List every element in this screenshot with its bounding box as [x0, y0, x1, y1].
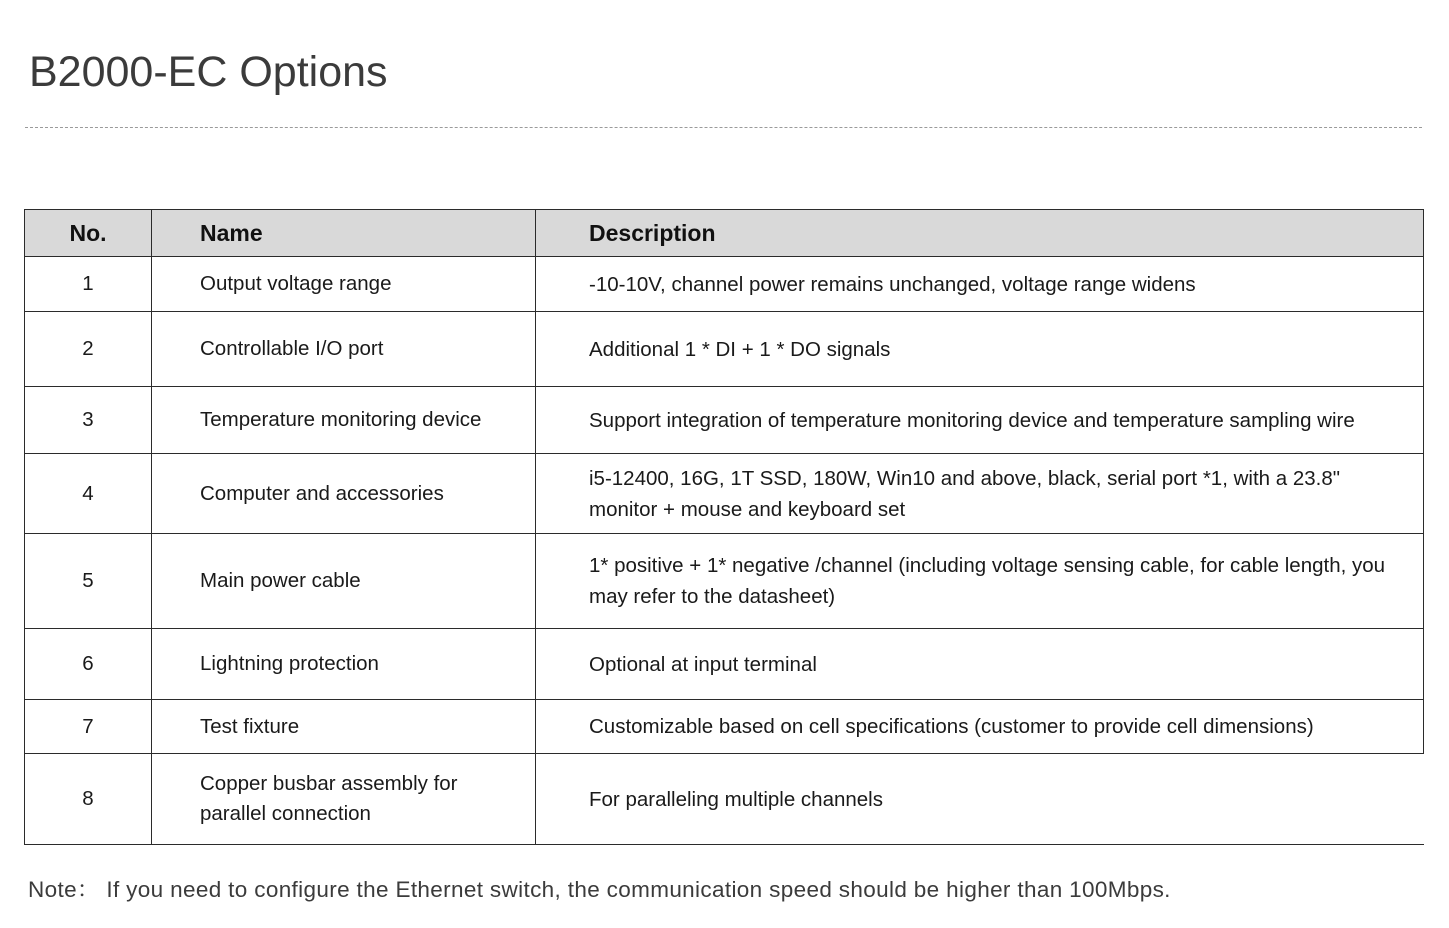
option-name: Lightning protection — [152, 629, 536, 700]
table-body — [25, 257, 1424, 845]
option-description: Additional 1 * DI + 1 * DO signals — [536, 312, 1424, 387]
row-number: 7 — [25, 700, 152, 754]
column-header-description: Description — [536, 210, 1424, 257]
option-name: Output voltage range — [152, 257, 536, 312]
table-row — [25, 257, 1424, 312]
table-row — [25, 754, 1424, 845]
option-description: 1* positive + 1* negative /channel (including voltage sensing cable, for cable length, you may refer to the datasheet) — [536, 534, 1424, 629]
option-description: i5-12400, 16G, 1T SSD, 180W, Win10 and above, black, serial port *1, with a 23.8" monitor + mouse and keyboard set — [536, 454, 1424, 534]
option-name: Copper busbar assembly for parallel connection — [152, 754, 536, 845]
row-number: 5 — [25, 534, 152, 629]
column-header-name: Name — [152, 210, 536, 257]
option-description: Optional at input terminal — [536, 629, 1424, 700]
option-name: Temperature monitoring device — [152, 387, 536, 454]
options-table — [24, 209, 1424, 845]
option-name: Test fixture — [152, 700, 536, 754]
table-row — [25, 700, 1424, 754]
option-description: Customizable based on cell specifications (customer to provide cell dimensions) — [536, 700, 1424, 754]
option-description: For paralleling multiple channels — [536, 754, 1424, 845]
option-name: Main power cable — [152, 534, 536, 629]
row-number: 1 — [25, 257, 152, 312]
option-description: -10-10V, channel power remains unchanged, voltage range widens — [536, 257, 1424, 312]
row-number: 6 — [25, 629, 152, 700]
option-description: Support integration of temperature monitoring device and temperature sampling wire — [536, 387, 1424, 454]
row-number: 3 — [25, 387, 152, 454]
table-row — [25, 312, 1424, 387]
row-number: 2 — [25, 312, 152, 387]
table-header — [25, 210, 1424, 257]
table-row — [25, 534, 1424, 629]
row-number: 8 — [25, 754, 152, 845]
table-row — [25, 387, 1424, 454]
table-header-row — [25, 210, 1424, 257]
column-header-no: No. — [25, 210, 152, 257]
table-row — [25, 629, 1424, 700]
option-name: Controllable I/O port — [152, 312, 536, 387]
row-number: 4 — [25, 454, 152, 534]
option-name: Computer and accessories — [152, 454, 536, 534]
page-title: B2000-EC Options — [29, 48, 388, 96]
table-row — [25, 454, 1424, 534]
footnote: Note： If you need to configure the Ethernet switch, the communication speed should be higher than 100Mbps. — [28, 877, 1171, 902]
title-divider — [25, 127, 1422, 128]
